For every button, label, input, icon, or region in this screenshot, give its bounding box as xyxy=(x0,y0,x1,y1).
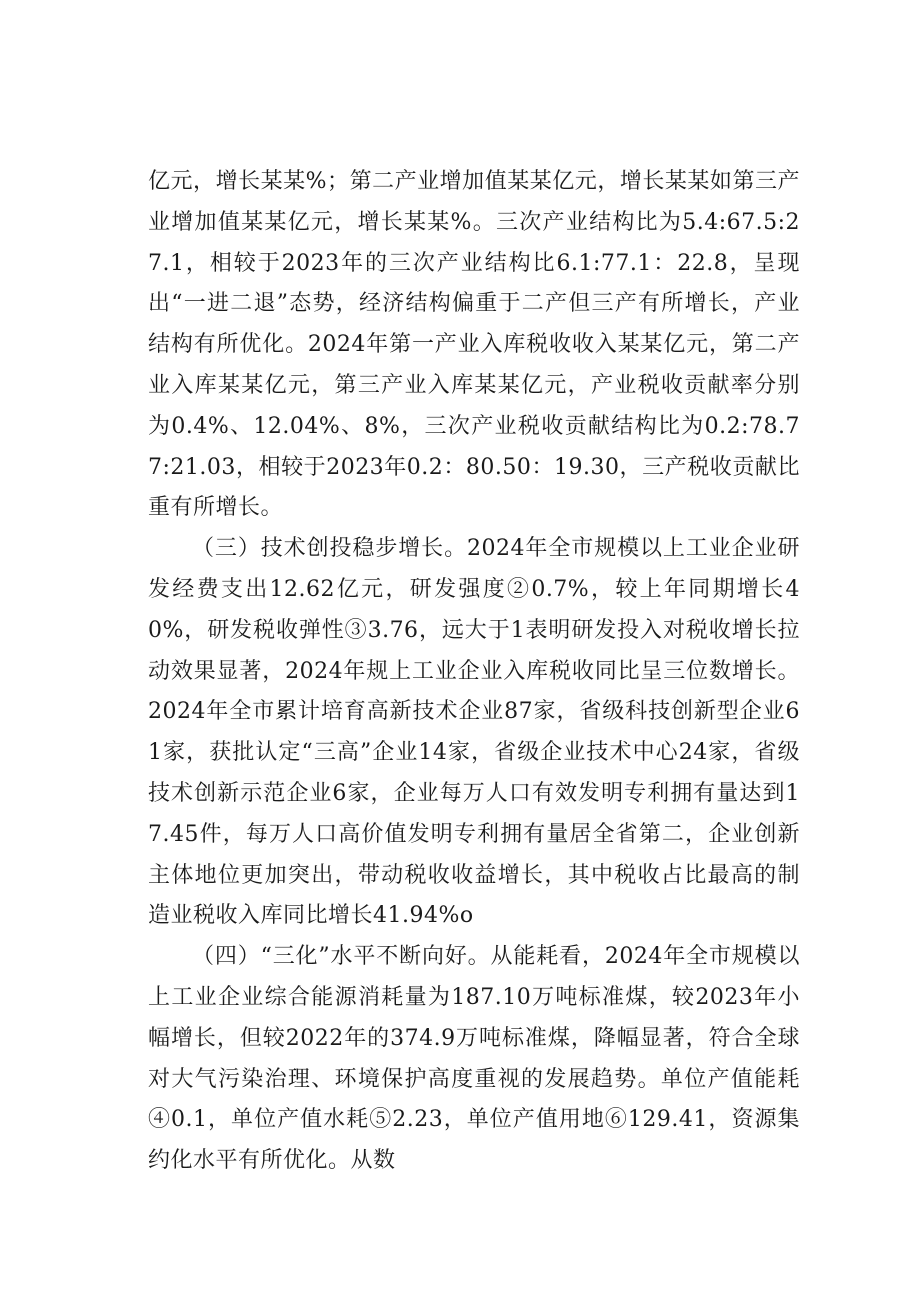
paragraph-three-modernizations: （四）“三化”水平不断向好。从能耗看，2024年全市规模以上工业企业综合能源消耗量为187.10万吨标准煤，较2023年小幅增长，但较2022年的374.9万吨标准煤，降幅显著，符合全球对大气污染治理、环境保护高度重视的发展趋势。单位产值能耗④0.1，单位产值水耗⑤2.23，单位产值用地⑥129.41，资源集约化水平有所优化。从数 xyxy=(148,944,800,1174)
paragraph-industry-structure: 亿元，增长某某%；第二产业增加值某某亿元，增长某某如第三产业增加值某某亿元，增长某某%。三次产业结构比为5.4:67.5:27.1，相较于2023年的三次产业结构比6.1:77.1：22.8，呈现出“一进二退”态势，经济结构偏重于二产但三产有所增长，产业结构有所优化。2024年第一产业入库税收收入某某亿元，第二产业入库某某亿元，第三产业入库某某亿元，产业税收贡献率分别为0.4%、12.04%、8%，三次产业税收贡献结构比为0.2:78.77:21.03，相较于2023年0.2：80.50：19.30，三产税收贡献比重有所增长。 xyxy=(148,169,800,521)
body-text xyxy=(148,162,800,1182)
paragraph-tech-innovation: （三）技术创投稳步增长。2024年全市规模以上工业企业研发经费支出12.62亿元，研发强度②0.7%，较上年同期增长40%，研发税收弹性③3.76，远大于1表明研发投入对税收增长拉动效果显著，2024年规上工业企业入库税收同比呈三位数增长。2024年全市累计培育高新技术企业87家，省级科技创新型企业61家，获批认定“三高”企业14家，省级企业技术中心24家，省级技术创新示范企业6家，企业每万人口有效发明专利拥有量达到17.45件，每万人口高价值发明专利拥有量居全省第二，企业创新主体地位更加突出，带动税收收益增长，其中税收占比最高的制造业税收入库同比增长41.94%o xyxy=(148,536,800,929)
